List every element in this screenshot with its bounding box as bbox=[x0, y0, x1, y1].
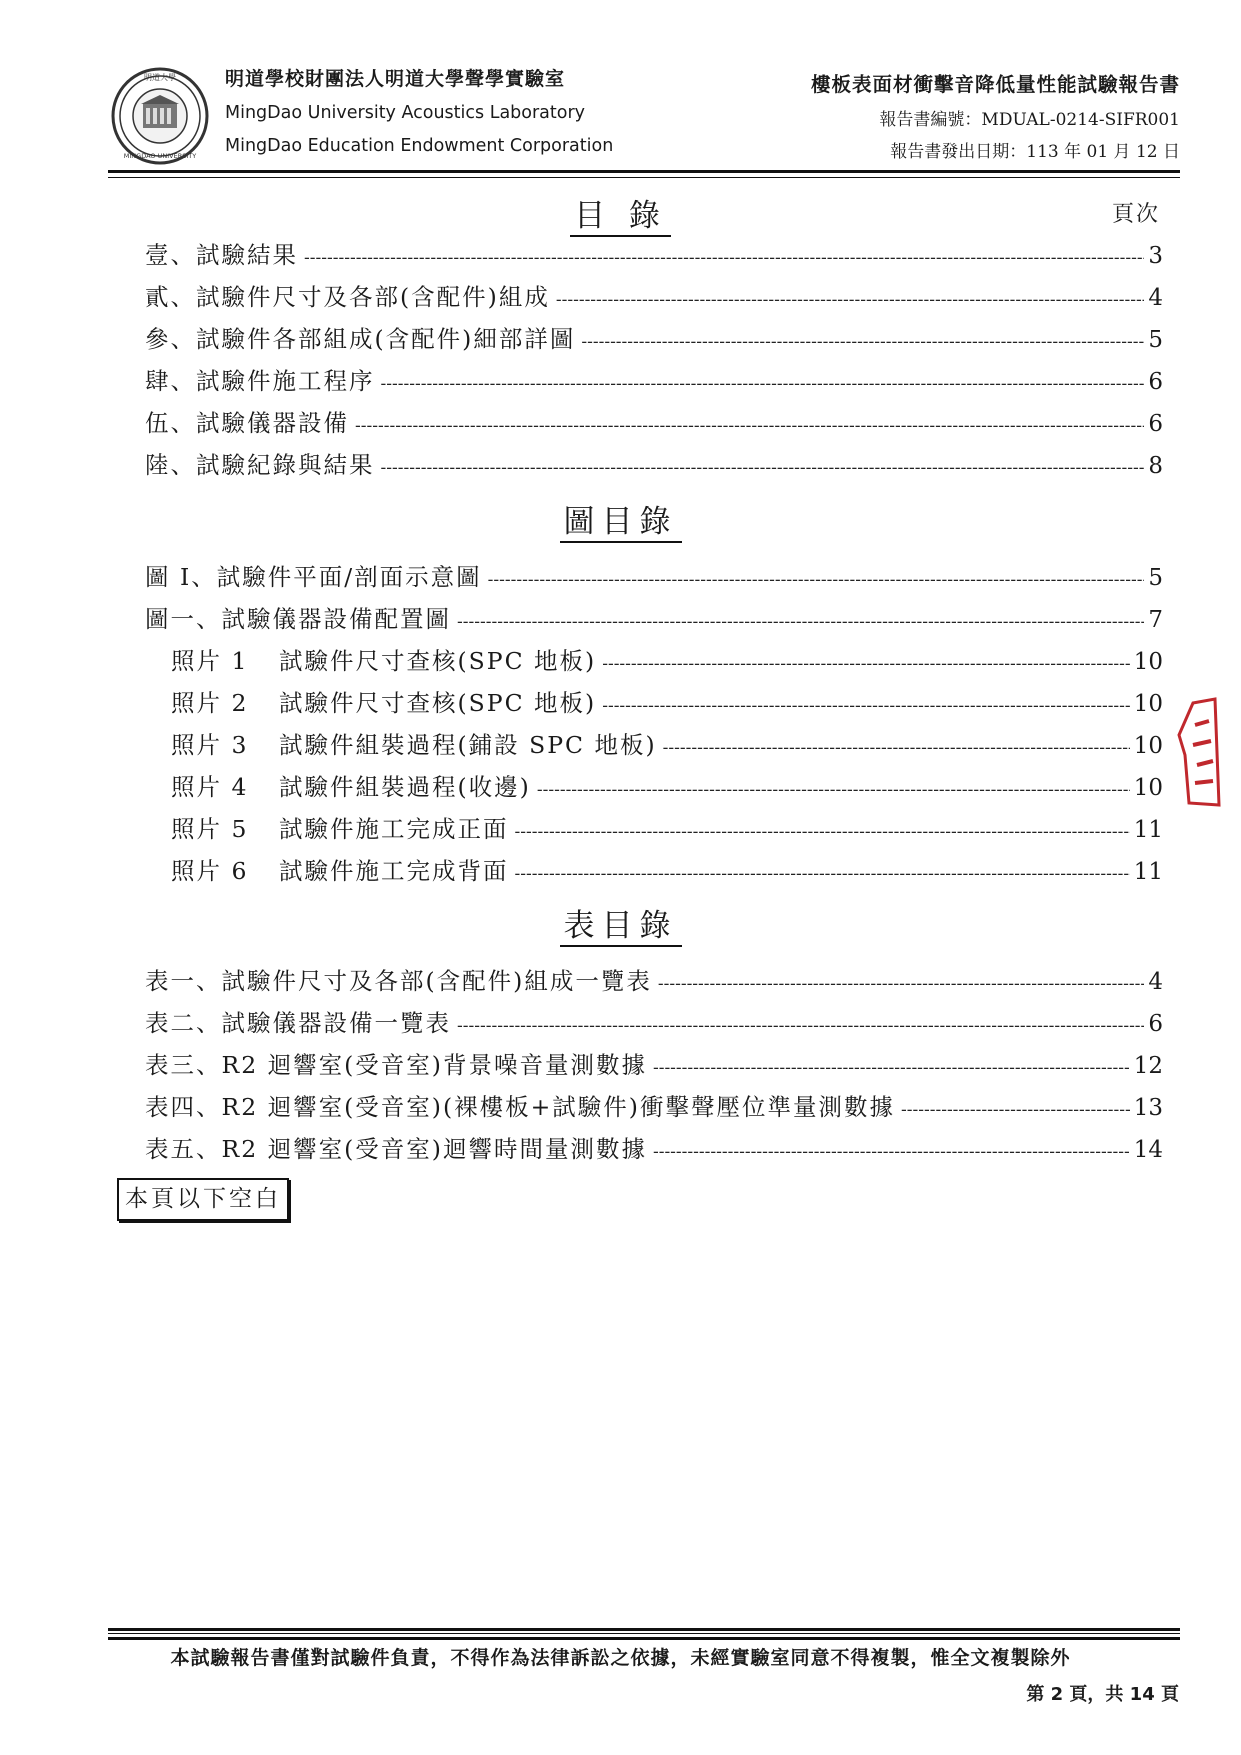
entry-page-number: 4 bbox=[1148, 969, 1163, 995]
university-seal-icon bbox=[110, 66, 210, 166]
leader-dashes bbox=[537, 780, 1130, 800]
table-entry bbox=[145, 1004, 1163, 1046]
photo-number: 照片 6 bbox=[171, 857, 249, 885]
leader-dashes bbox=[581, 332, 1144, 352]
entry-page-number: 10 bbox=[1133, 691, 1163, 717]
entry-page-number: 10 bbox=[1133, 733, 1163, 759]
entry-label: 表三、R2 迴響室(受音室)背景噪音量測數據 bbox=[145, 1051, 647, 1079]
issue-date-label: 報告書發出日期： bbox=[890, 142, 1027, 162]
leader-dashes bbox=[515, 864, 1130, 884]
tables-title: 表目錄 bbox=[0, 900, 1241, 945]
entry-page-number: 6 bbox=[1148, 411, 1163, 437]
leader-dashes bbox=[355, 416, 1144, 436]
figures-list bbox=[145, 558, 1163, 894]
entry-page-number: 11 bbox=[1133, 817, 1163, 843]
leader-dashes bbox=[457, 1016, 1144, 1036]
lab-name-en: MingDao University Acoustics Laboratory bbox=[225, 103, 586, 123]
org-name-en: MingDao Education Endowment Corporation bbox=[225, 136, 614, 156]
photo-number: 照片 5 bbox=[171, 815, 249, 843]
entry-page-number: 4 bbox=[1148, 285, 1163, 311]
photo-caption: 試驗件尺寸查核(SPC 地板) bbox=[279, 647, 597, 675]
entry-label bbox=[145, 642, 596, 676]
photo-number: 照片 3 bbox=[171, 731, 249, 759]
report-number-value: MDUAL-0214-SIFR001 bbox=[981, 110, 1180, 130]
leader-dashes bbox=[602, 696, 1130, 716]
figure-entry bbox=[145, 600, 1163, 642]
entry-label: 伍、試驗儀器設備 bbox=[145, 409, 349, 437]
svg-text:明道大學: 明道大學 bbox=[144, 73, 176, 82]
photo-entry bbox=[145, 642, 1163, 684]
entry-label: 陸、試驗紀錄與結果 bbox=[145, 451, 375, 479]
entry-label bbox=[145, 684, 596, 718]
photo-caption: 試驗件施工完成背面 bbox=[279, 857, 509, 885]
figure-entry bbox=[145, 558, 1163, 600]
footer-disclaimer: 本試驗報告書僅對試驗件負責，不得作為法律訴訟之依據，未經實驗室同意不得複製，惟全文複製除外 bbox=[170, 1647, 1071, 1669]
footer-divider bbox=[108, 1628, 1180, 1640]
toc-entry bbox=[145, 362, 1163, 404]
entry-page-number: 6 bbox=[1148, 1011, 1163, 1037]
report-header bbox=[110, 62, 1180, 167]
leader-dashes bbox=[653, 1142, 1130, 1162]
toc-entry bbox=[145, 446, 1163, 488]
entry-page-number: 3 bbox=[1148, 243, 1163, 269]
photo-entry bbox=[145, 684, 1163, 726]
svg-text:MINGDAO UNIVERSITY: MINGDAO UNIVERSITY bbox=[123, 152, 197, 160]
toc-entry bbox=[145, 320, 1163, 362]
photo-number: 照片 2 bbox=[171, 689, 249, 717]
report-number-label: 報告書編號： bbox=[879, 110, 982, 130]
photo-entry bbox=[145, 768, 1163, 810]
entry-label: 表二、試驗儀器設備一覽表 bbox=[145, 1009, 451, 1037]
issue-date bbox=[700, 140, 1180, 172]
leader-dashes bbox=[457, 612, 1144, 632]
entry-label: 肆、試驗件施工程序 bbox=[145, 367, 375, 395]
entry-page-number: 10 bbox=[1133, 775, 1163, 801]
entry-label: 表五、R2 迴響室(受音室)迴響時間量測數據 bbox=[145, 1135, 647, 1163]
photo-entry bbox=[145, 726, 1163, 768]
leader-dashes bbox=[556, 290, 1145, 310]
leader-dashes bbox=[663, 738, 1130, 758]
photo-number: 照片 1 bbox=[171, 647, 249, 675]
leader-dashes bbox=[304, 248, 1144, 268]
photo-caption: 試驗件組裝過程(鋪設 SPC 地板) bbox=[279, 731, 657, 759]
leader-dashes bbox=[602, 654, 1130, 674]
entry-page-number: 6 bbox=[1148, 369, 1163, 395]
entry-page-number: 5 bbox=[1148, 565, 1163, 591]
leader-dashes bbox=[381, 458, 1145, 478]
entry-page-number: 8 bbox=[1148, 453, 1163, 479]
entry-page-number: 13 bbox=[1133, 1095, 1163, 1121]
entry-label: 表四、R2 迴響室(受音室)(裸樓板+試驗件)衝擊聲壓位準量測數據 bbox=[145, 1093, 895, 1121]
entry-label: 參、試驗件各部組成(含配件)細部詳圖 bbox=[145, 325, 576, 353]
report-title: 樓板表面材衝擊音降低量性能試驗報告書 bbox=[810, 73, 1180, 96]
header-divider bbox=[108, 170, 1180, 178]
entry-label: 壹、試驗結果 bbox=[145, 241, 298, 269]
photo-caption: 試驗件施工完成正面 bbox=[279, 815, 509, 843]
page-number: 第 2 頁，共 14 頁 bbox=[1026, 1684, 1179, 1705]
toc-title: 目 錄 bbox=[0, 190, 1241, 235]
entry-label bbox=[145, 852, 509, 886]
toc-list bbox=[145, 236, 1163, 488]
toc-entry bbox=[145, 404, 1163, 446]
entry-label bbox=[145, 768, 531, 802]
entry-page-number: 12 bbox=[1133, 1053, 1163, 1079]
leader-dashes bbox=[653, 1058, 1130, 1078]
entry-page-number: 14 bbox=[1133, 1137, 1163, 1163]
entry-label bbox=[145, 726, 657, 760]
blank-page-notice: 本頁以下空白 bbox=[117, 1178, 289, 1221]
lab-name-zh: 明道學校財團法人明道大學聲學實驗室 bbox=[225, 68, 566, 90]
table-entry bbox=[145, 962, 1163, 1004]
entry-page-number: 10 bbox=[1133, 649, 1163, 675]
entry-label: 圖 I、試驗件平面/剖面示意圖 bbox=[145, 563, 482, 591]
photo-caption: 試驗件尺寸查核(SPC 地板) bbox=[279, 689, 597, 717]
issue-date-value: 113 年 01 月 12 日 bbox=[1026, 142, 1180, 162]
tables-list bbox=[145, 962, 1163, 1172]
table-entry bbox=[145, 1130, 1163, 1172]
toc-entry bbox=[145, 236, 1163, 278]
entry-page-number: 5 bbox=[1148, 327, 1163, 353]
figures-title: 圖目錄 bbox=[0, 496, 1241, 541]
red-stamp-icon bbox=[1175, 695, 1221, 810]
entry-page-number: 7 bbox=[1148, 607, 1163, 633]
toc-entry bbox=[145, 278, 1163, 320]
entry-label: 圖一、試驗儀器設備配置圖 bbox=[145, 605, 451, 633]
entry-page-number: 11 bbox=[1133, 859, 1163, 885]
photo-entry bbox=[145, 810, 1163, 852]
entry-label: 貳、試驗件尺寸及各部(含配件)組成 bbox=[145, 283, 550, 311]
table-entry bbox=[145, 1088, 1163, 1130]
leader-dashes bbox=[488, 570, 1145, 590]
photo-number: 照片 4 bbox=[171, 773, 249, 801]
leader-dashes bbox=[658, 974, 1145, 994]
entry-label: 表一、試驗件尺寸及各部(含配件)組成一覽表 bbox=[145, 967, 652, 995]
report-number bbox=[700, 108, 1180, 140]
leader-dashes bbox=[901, 1100, 1130, 1120]
leader-dashes bbox=[381, 374, 1145, 394]
photo-entry bbox=[145, 852, 1163, 894]
table-entry bbox=[145, 1046, 1163, 1088]
photo-caption: 試驗件組裝過程(收邊) bbox=[279, 773, 531, 801]
page-column-header: 頁次 bbox=[1112, 202, 1161, 227]
leader-dashes bbox=[515, 822, 1130, 842]
entry-label bbox=[145, 810, 509, 844]
